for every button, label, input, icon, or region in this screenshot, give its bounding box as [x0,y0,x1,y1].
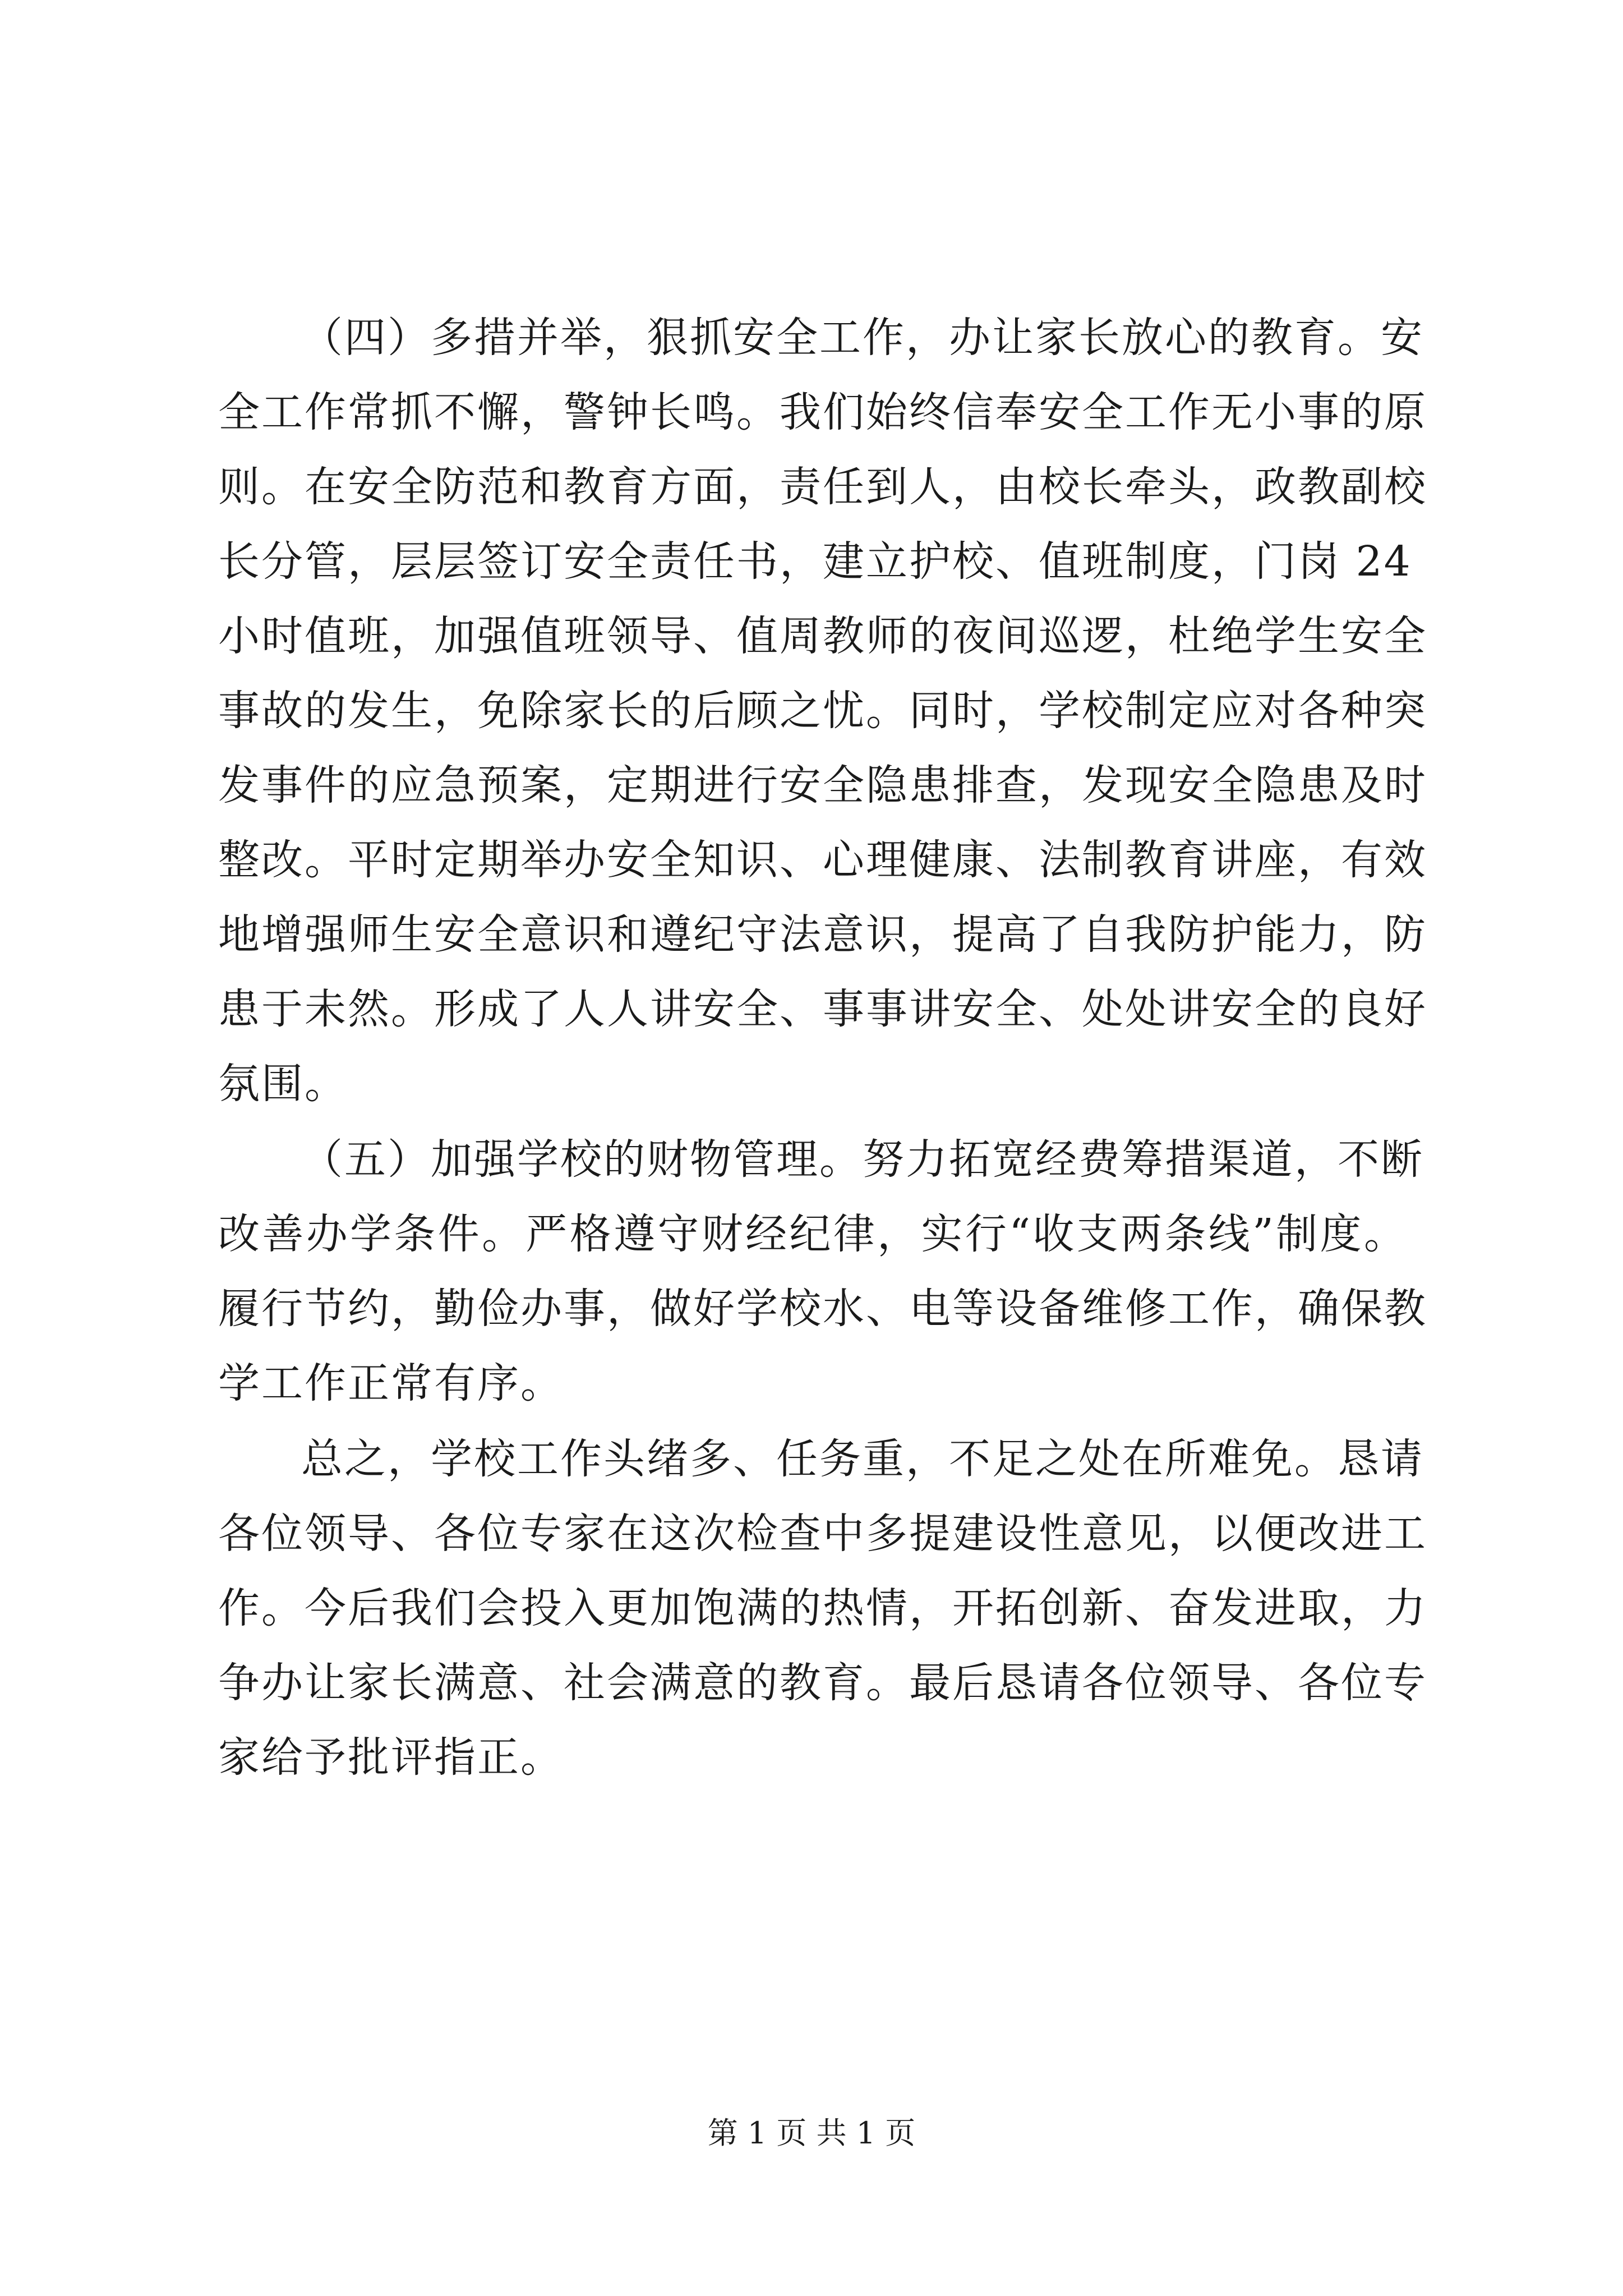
text-line: 争办让家长满意、社会满意的教育。最后恳请各位领导、各位专 [218,1659,1427,1707]
text-line: 全工作常抓不懈，警钟长鸣。我们始终信奉安全工作无小事的原 [218,388,1427,436]
text-line: 作。今后我们会投入更加饱满的热情，开拓创新、奋发进取，力 [218,1584,1427,1632]
text-line: 履行节约，勤俭办事，做好学校水、电等设备维修工作，确保教 [218,1285,1427,1333]
text-line: 小时值班，加强值班领导、值周教师的夜间巡逻，杜绝学生安全 [218,612,1427,660]
text-line: 发事件的应急预案，定期进行安全隐患排查，发现安全隐患及时 [218,761,1427,809]
text-line: 氛围。 [218,1060,348,1108]
text-line: 家给予批评指正。 [218,1733,564,1782]
text-line: 总之，学校工作头绪多、任务重，不足之处在所难免。恳请 [301,1435,1424,1483]
text-line: 改善办学条件。严格遵守财经纪律，实行“收支两条线”制度。 [218,1210,1407,1258]
text-line: 地增强师生安全意识和遵纪守法意识，提高了自我防护能力，防 [218,910,1427,959]
text-line: 患于未然。形成了人人讲安全、事事讲安全、处处讲安全的良好 [218,985,1427,1033]
text-line: 整改。平时定期举办安全知识、心理健康、法制教育讲座，有效 [218,836,1427,884]
text-line: 事故的发生，免除家长的后顾之忧。同时，学校制定应对各种突 [218,687,1427,735]
text-line: （五）加强学校的财物管理。努力拓宽经费筹措渠道，不断 [301,1135,1424,1184]
text-line: （四）多措并举，狠抓安全工作，办让家长放心的教育。安 [301,314,1424,362]
text-line: 各位领导、各位专家在这次检查中多提建设性意见，以便改进工 [218,1510,1427,1558]
text-line: 则。在安全防范和教育方面，责任到人，由校长牵头，政教副校 [218,463,1427,511]
page-number-footer: 第 1 页 共 1 页 [707,2115,916,2151]
text-line: 长分管，层层签订安全责任书，建立护校、值班制度，门岗 24 [218,537,1412,586]
text-line: 学工作正常有序。 [218,1359,564,1407]
